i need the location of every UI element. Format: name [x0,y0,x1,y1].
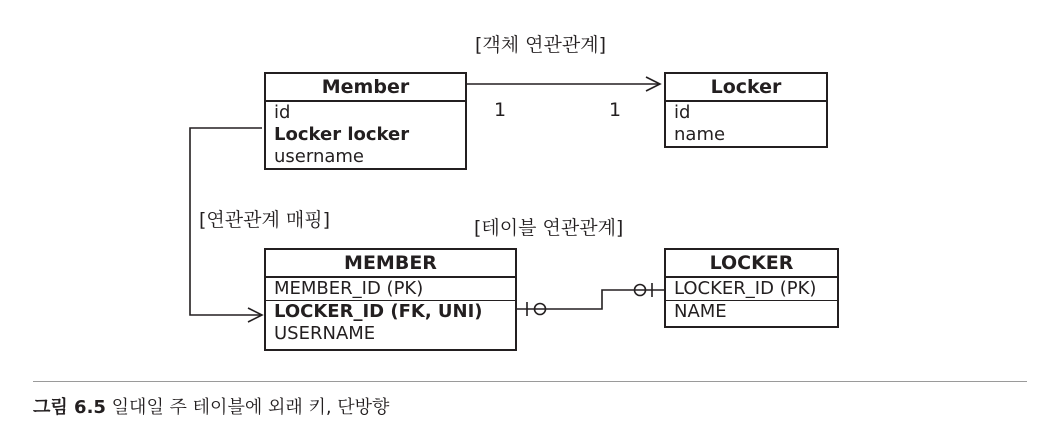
locker-table-box [664,248,839,328]
caption-divider [33,381,1027,382]
mapping-label: [연관관계 매핑] [199,209,330,231]
locker-field-name: name [674,124,726,145]
multiplicity-right: 1 [609,99,622,121]
object-association-title: [객체 연관관계] [475,34,606,56]
locker-table-pk: LOCKER_ID (PK) [666,278,837,301]
locker-table-name: LOCKER [666,250,837,278]
member-field-username: username [274,146,364,167]
table-relationship-line [516,290,664,309]
member-field-locker: Locker locker [274,124,410,145]
locker-class-box [664,72,828,148]
member-class-name: Member [266,74,465,102]
member-table-fk-column: LOCKER_ID (FK, UNI) [274,301,483,322]
member-table-username-column: USERNAME [274,323,376,344]
locker-field-id: id [674,102,691,123]
figure-caption-text: 일대일 주 테이블에 외래 키, 단방향 [111,397,390,418]
member-table-box [264,248,517,351]
member-table-name: MEMBER [266,250,515,278]
figure-number: 그림 6.5 [33,397,106,418]
member-field-id: id [274,102,291,123]
locker-table-name-column: NAME [674,301,727,322]
member-class-box [264,72,467,170]
multiplicity-left: 1 [494,99,507,121]
locker-class-name: Locker [666,74,826,102]
figure-caption [33,393,389,419]
member-table-pk: MEMBER_ID (PK) [266,278,515,301]
table-association-title: [테이블 연관관계] [474,217,624,239]
